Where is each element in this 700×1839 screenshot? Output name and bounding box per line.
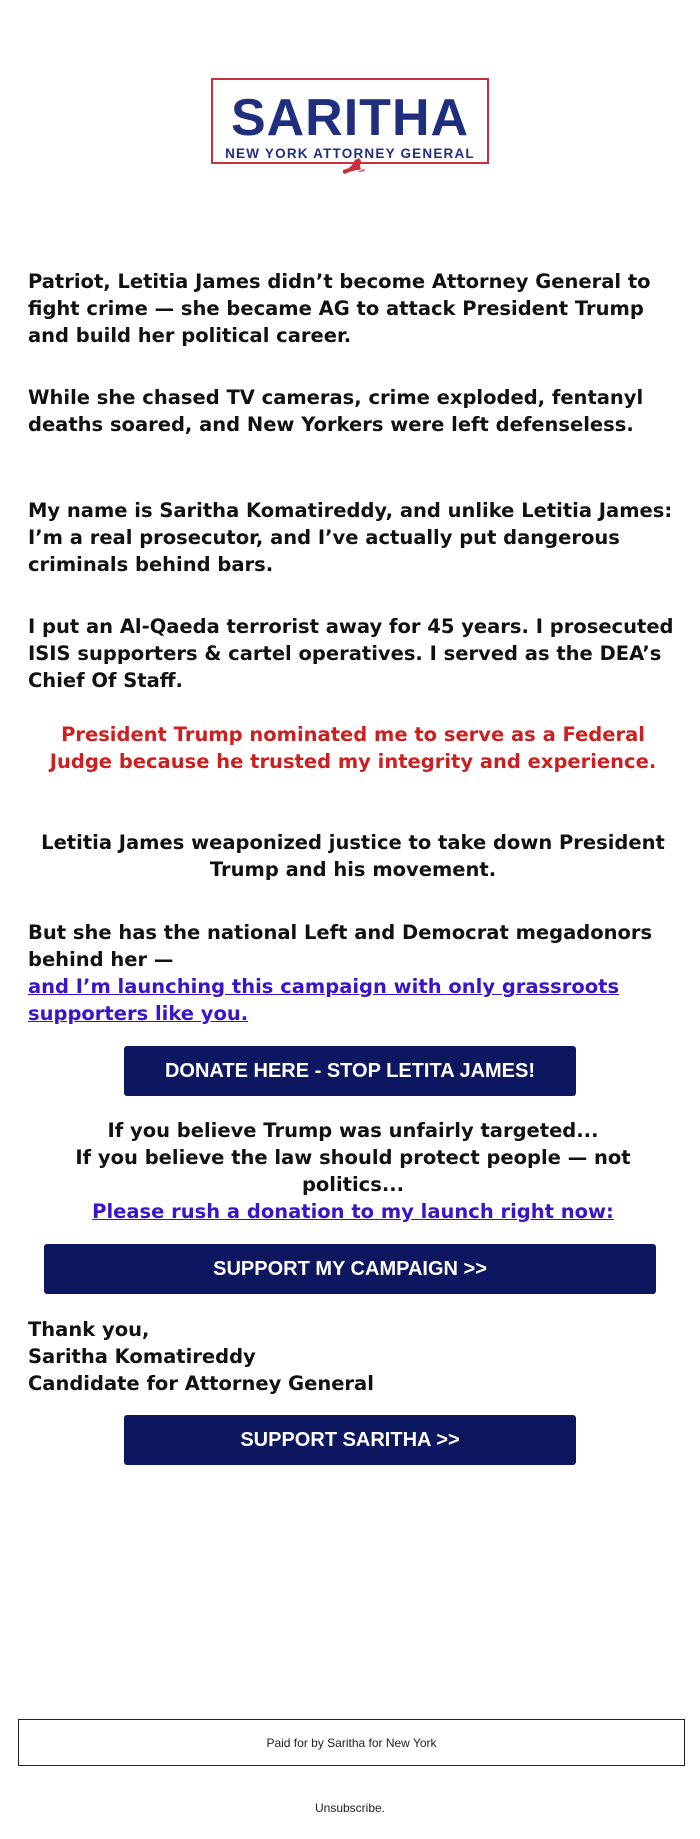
intro-paragraph: Patriot, Letitia James didn’t become Attorney General to fight crime — she became AG to attack President Trump and build her political career.: [28, 270, 651, 347]
signoff: [28, 1316, 678, 1397]
introduction-paragraph: My name is Saritha Komatireddy, and unlike Letitia James: I’m a real prosecutor, and I’ve actually put dangerous criminals behind bars.: [28, 499, 673, 576]
logo-name: SARITHA: [230, 89, 470, 147]
belief-line-1: If you believe Trump was unfairly targeted...: [107, 1119, 599, 1142]
rush-paragraph: [28, 1198, 678, 1225]
campaign-logo: [211, 78, 489, 164]
signoff-name: Saritha Komatireddy: [28, 1345, 256, 1368]
crime-paragraph: While she chased TV cameras, crime exploded, fentanyl deaths soared, and New Yorkers were left defenseless.: [28, 386, 644, 436]
signoff-thanks: Thank you,: [28, 1318, 150, 1341]
support-saritha-button[interactable]: SUPPORT SARITHA >>: [124, 1415, 576, 1465]
unsubscribe-row: [0, 1801, 700, 1815]
weaponized-paragraph: Letitia James weaponized justice to take down President Trump and his movement.: [41, 831, 665, 881]
logo-container: [0, 78, 700, 182]
paid-for-disclaimer: [18, 1719, 685, 1766]
donate-button[interactable]: DONATE HERE - STOP LETITA JAMES!: [124, 1046, 576, 1096]
belief-paragraph: [28, 1117, 678, 1198]
rush-donation-link[interactable]: Please rush a donation to my launch right now:: [92, 1200, 614, 1223]
megadonors-text: But she has the national Left and Democrat megadonors behind her —: [28, 921, 653, 971]
grassroots-paragraph: [28, 919, 678, 1027]
signoff-title: Candidate for Attorney General: [28, 1372, 374, 1395]
belief-line-2: If you believe the law should protect people — not politics...: [75, 1146, 631, 1196]
logo-subtitle: NEW YORK ATTORNEY GENERAL: [225, 146, 475, 161]
credentials-paragraph: I put an Al-Qaeda terrorist away for 45 years. I prosecuted ISIS supporters & cartel operatives. I served as the DEA’s Chief Of Staff.: [28, 615, 674, 692]
nomination-paragraph: President Trump nominated me to serve as a Federal Judge because he trusted my integrity and experience.: [49, 723, 657, 773]
unsubscribe-link[interactable]: Unsubscribe.: [314, 1801, 386, 1815]
grassroots-link[interactable]: and I’m launching this campaign with only grassroots supporters like you.: [28, 975, 620, 1025]
support-campaign-button[interactable]: SUPPORT MY CAMPAIGN >>: [44, 1244, 656, 1294]
paid-for-text: Paid for by Saritha for New York: [266, 1735, 437, 1750]
new-york-state-icon: [340, 156, 366, 176]
